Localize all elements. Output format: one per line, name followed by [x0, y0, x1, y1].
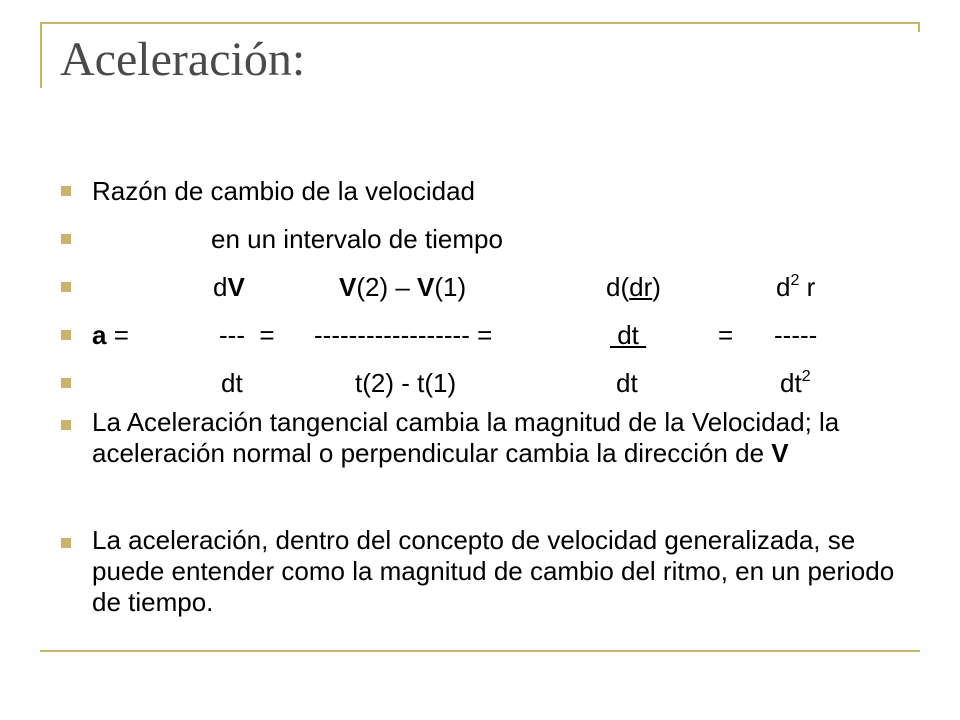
bullet-marker	[61, 378, 71, 388]
formula-numerator-dV: dV	[213, 272, 245, 302]
formula-fraction-bar-short: --- =	[219, 320, 275, 350]
slide-title: Aceleración:	[60, 33, 306, 86]
bullet-text-time-interval: en un intervalo de tiempo	[211, 224, 503, 254]
bullet-marker	[61, 420, 71, 430]
formula-fraction-bar-5: -----	[774, 320, 818, 350]
footer-rule	[40, 650, 920, 652]
formula-denominator-dt-2: dt	[616, 368, 638, 398]
formula-equals: =	[718, 320, 734, 350]
bullet-text-generalized-velocity: La aceleración, dentro del concepto de velocidad generalizada, se puede entender como la magnitud de cambio del ritmo, en un periodo de tiempo.	[92, 525, 895, 617]
bullet-marker	[61, 186, 71, 196]
bullet-text-rate-of-change: Razón de cambio de la velocidad	[92, 176, 476, 206]
formula-denominator-dt: dt	[221, 368, 243, 398]
formula-denominator-dt-squared: $dt^2$	[780, 368, 811, 398]
bullet-marker	[61, 282, 71, 292]
formula-acceleration-symbol: a =	[92, 320, 129, 350]
title-frame-left-rule	[40, 22, 42, 88]
bullet-text-tangential-acceleration: La Aceleración tangencial cambia la magnitud de la Velocidad; la aceleración normal o perpendicular cambia la dirección de V	[92, 407, 840, 468]
formula-numerator-d-dr: d(dr)	[606, 272, 661, 302]
bullet-marker	[61, 234, 71, 244]
formula-denominator-t-difference: t(2) - t(1)	[355, 368, 457, 398]
bullet-marker	[61, 538, 71, 548]
bullet-marker	[61, 330, 71, 340]
formula-fraction-bar-long: ------------------ =	[314, 320, 493, 350]
title-frame-right-rule	[918, 22, 920, 32]
formula-dt-underlined: dt	[610, 320, 647, 350]
formula-numerator-V-difference: V(2) – V(1)	[339, 272, 467, 302]
title-frame-top-rule	[40, 22, 920, 24]
formula-numerator-d2r: $d^2$ r	[776, 272, 816, 302]
